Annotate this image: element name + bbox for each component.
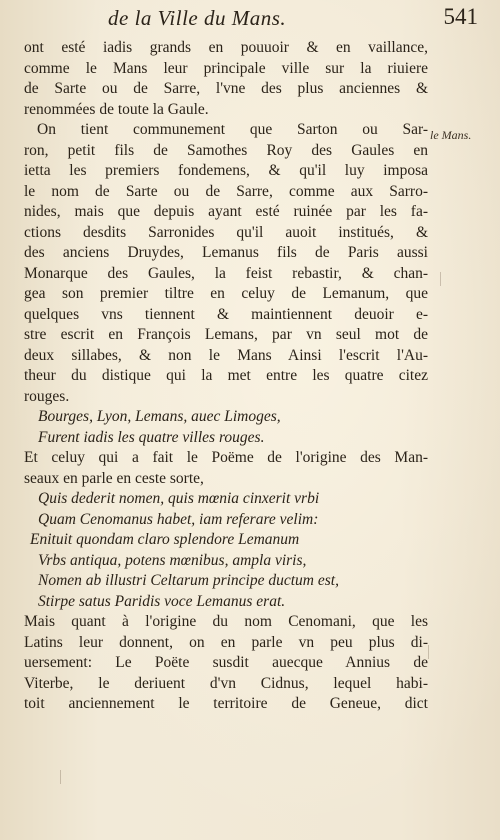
text-line: stre escrit en François Lemans, par vn seul mot de: [24, 326, 428, 343]
text-line: ctions desdits Sarronides qu'il auoit institués, &: [24, 223, 428, 241]
poem-line: Vrbs antiqua, potens mœnibus, ampla viris,: [38, 551, 307, 569]
text-line: Viterbe, le deriuent d'vn Cidnus, lequel habi-: [24, 674, 428, 692]
distich-line: Bourges, Lyon, Lemans, auec Limoges,: [38, 408, 281, 425]
body-text: [24, 38, 428, 715]
page-number: 541: [443, 4, 478, 29]
text-line: rouges.: [24, 387, 70, 405]
text-line: toit anciennement le territoire de Geneue, dict: [24, 695, 428, 712]
text-line: le nom de Sarte ou de Sarre, comme aux Sarro-: [24, 182, 428, 200]
text-line: comme le Mans leur principale ville sur la riuiere: [24, 59, 428, 77]
text-line: des anciens Druydes, Lemanus fils de Paris aussi: [24, 244, 428, 261]
text-line: seaux en parle en ceste sorte,: [24, 469, 204, 487]
poem-line: Quam Cenomanus habet, iam referare velim:: [38, 510, 319, 528]
bleed-mark: [440, 272, 447, 286]
text-line: gea son premier tiltre en celuy de Lemanum, que: [24, 285, 428, 302]
text-line: Latins leur donnent, on en parle vn peu plus di-: [24, 633, 428, 651]
poem-line: Stirpe satus Paridis voce Lemanus erat.: [38, 592, 286, 610]
distich-line: Furent iadis les quatre villes rouges.: [38, 428, 265, 446]
text-line: uersement: Le Poëte susdit auecque Annius de: [24, 654, 428, 671]
text-line: nides, mais que depuis ayant esté ruinée par les fa-: [24, 203, 428, 220]
poem-line: Nomen ab illustri Celtarum principe ductum est,: [38, 572, 339, 589]
poem-line: Quis dederit nomen, quis mœnia cinxerit vrbi: [38, 490, 320, 507]
text-line: renommées de toute la Gaule.: [24, 100, 209, 118]
text-line: ron, petit fils de Samothes Roy des Gaules en: [24, 141, 428, 159]
text-line: Mais quant à l'origine du nom Cenomani, que les: [24, 613, 428, 630]
text-line: deux sillabes, & non le Mans Ainsi l'escrit l'Au-: [24, 346, 428, 364]
text-line: Monarque des Gaules, la feist rebastir, & chan-: [24, 264, 428, 282]
text-line: de Sarte ou de Sarre, l'vne des plus anciennes &: [24, 80, 428, 97]
poem-line: Enituit quondam claro splendore Lemanum: [30, 531, 300, 548]
text-line: ont esté iadis grands en pouuoir & en vaillance,: [24, 39, 428, 56]
text-line: Et celuy qui a fait le Poëme de l'origine des Man-: [24, 449, 428, 466]
text-line: On tient communement que Sarton ou Sar-: [37, 121, 428, 138]
bleed-mark: [60, 770, 67, 784]
page-header: [78, 4, 478, 38]
text-line: quelques vns tiennent & maintiennent deuoir e-: [24, 305, 428, 323]
margin-note: le Mans.: [430, 128, 472, 142]
text-line: theur du distique qui la met entre les quatre citez: [24, 367, 428, 384]
text-line: ietta les premiers fondemens, & qu'il luy imposa: [24, 162, 428, 179]
bleed-mark: [428, 645, 435, 659]
running-title: de la Ville du Mans.: [108, 6, 287, 30]
